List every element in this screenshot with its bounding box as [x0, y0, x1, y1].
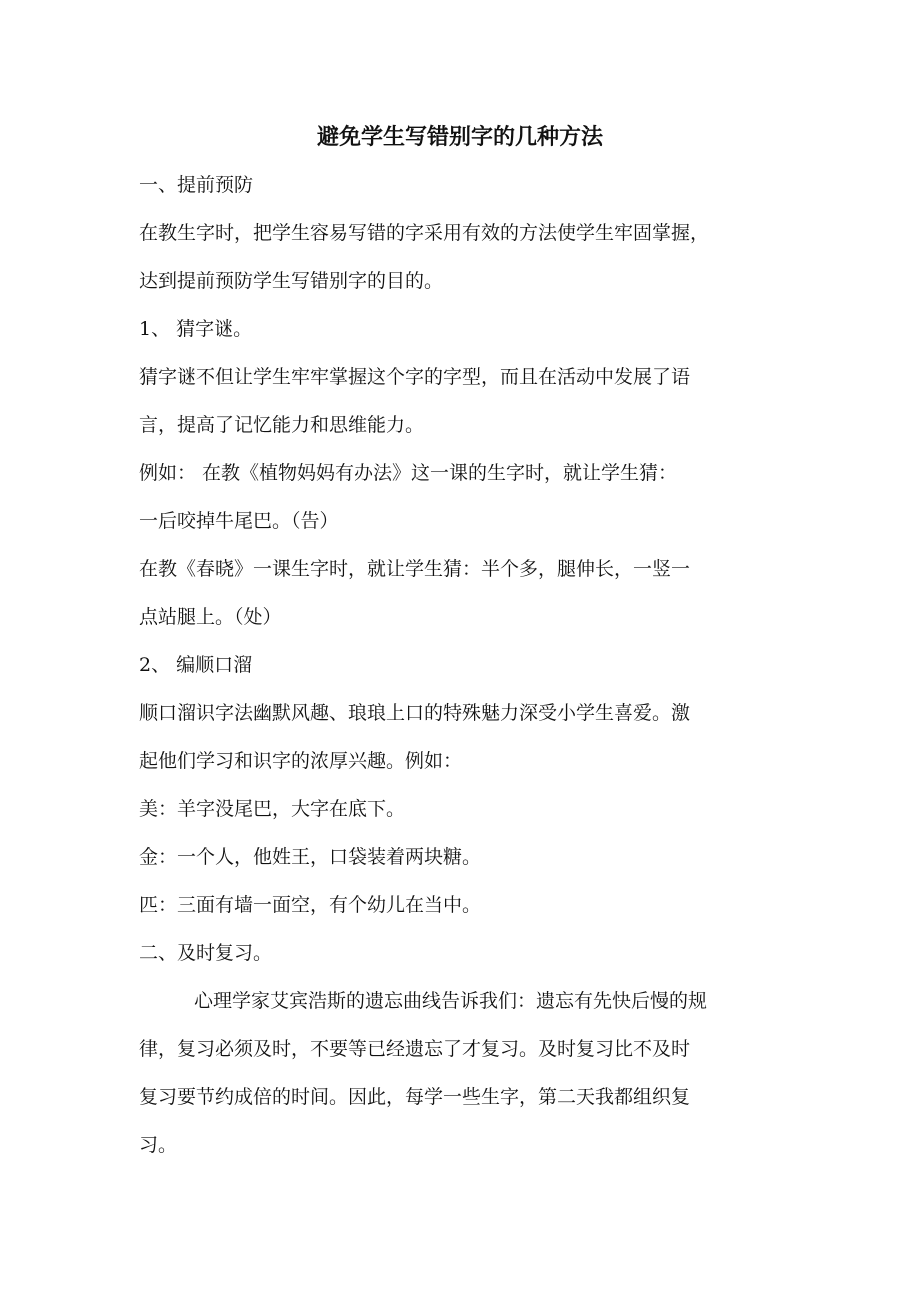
paragraph-line: 起他们学习和识字的浓厚兴趣。例如：	[139, 750, 463, 772]
section-heading-review: 二、及时复习。	[139, 942, 273, 964]
paragraph-line: 猜字谜不但让学生牢牢掌握这个字的字型，而且在活动中发展了语	[139, 366, 691, 388]
paragraph-line: 复习要节约成倍的时间。因此，每学一些生字，第二天我都组织复	[139, 1086, 691, 1108]
example-line: 点站腿上。（处）	[139, 606, 282, 628]
rhyme-example: 美：羊字没尾巴，大字在底下。	[139, 798, 406, 820]
paragraph-line: 言，提高了记忆能力和思维能力。	[139, 414, 425, 436]
subheading-rhyme: 2、 编顺口溜	[139, 654, 253, 676]
paragraph-line: 心理学家艾宾浩斯的遗忘曲线告诉我们：遗忘有先快后慢的规	[194, 990, 708, 1012]
example-line: 一后咬掉牛尾巴。（告）	[139, 510, 339, 532]
paragraph-line: 在教生字时，把学生容易写错的字采用有效的方法使学生牢固掌握，	[139, 222, 710, 244]
paragraph-line: 顺口溜识字法幽默风趣、琅琅上口的特殊魅力深受小学生喜爱。激	[139, 702, 691, 724]
rhyme-example: 匹：三面有墙一面空，有个幼儿在当中。	[139, 894, 482, 916]
paragraph-line: 习。	[139, 1134, 178, 1156]
rhyme-example: 金：一个人，他姓王，口袋装着两块糖。	[139, 846, 482, 868]
document-title: 避免学生写错别字的几种方法	[316, 125, 603, 150]
subheading-riddle: 1、 猜字谜。	[139, 318, 253, 340]
section-heading-prevention: 一、提前预防	[139, 174, 254, 196]
paragraph-line: 达到提前预防学生写错别字的目的。	[139, 270, 444, 292]
example-line: 例如： 在教《植物妈妈有办法》这一课的生字时，就让学生猜：	[139, 462, 678, 484]
example-line: 在教《春晓》一课生字时，就让学生猜：半个多，腿伸长，一竖一	[139, 558, 691, 580]
paragraph-line: 律，复习必须及时，不要等已经遗忘了才复习。及时复习比不及时	[139, 1038, 691, 1060]
